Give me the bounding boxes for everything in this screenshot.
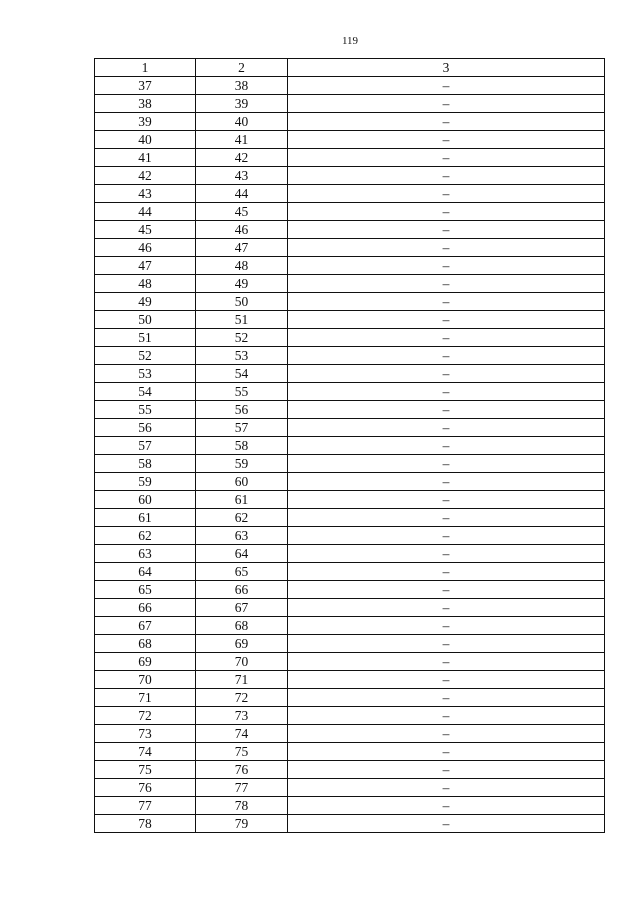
table-cell-col-1: 54 <box>95 383 196 401</box>
table-cell-col-2: 56 <box>196 401 288 419</box>
table-body <box>95 77 605 833</box>
table-cell-col-3: – <box>288 293 605 311</box>
table-row <box>95 509 605 527</box>
table-cell-col-2: 64 <box>196 545 288 563</box>
table-cell-col-1: 63 <box>95 545 196 563</box>
table-cell-col-1: 74 <box>95 743 196 761</box>
table-cell-col-1: 53 <box>95 365 196 383</box>
table-row <box>95 671 605 689</box>
table-cell-col-2: 49 <box>196 275 288 293</box>
table-cell-col-1: 64 <box>95 563 196 581</box>
table-row <box>95 599 605 617</box>
table-row <box>95 635 605 653</box>
table-cell-col-2: 71 <box>196 671 288 689</box>
table-cell-col-2: 69 <box>196 635 288 653</box>
page-number: 119 <box>341 35 359 47</box>
table-row <box>95 617 605 635</box>
table-row <box>95 77 605 95</box>
table-row <box>95 563 605 581</box>
table-cell-col-1: 46 <box>95 239 196 257</box>
table-cell-col-3: – <box>288 221 605 239</box>
table-cell-col-1: 48 <box>95 275 196 293</box>
table-cell-col-1: 60 <box>95 491 196 509</box>
data-table <box>94 58 605 833</box>
table-cell-col-3: – <box>288 671 605 689</box>
table-row <box>95 707 605 725</box>
table-row <box>95 473 605 491</box>
table-cell-col-2: 54 <box>196 365 288 383</box>
table-cell-col-1: 39 <box>95 113 196 131</box>
table-cell-col-2: 61 <box>196 491 288 509</box>
table-cell-col-3: – <box>288 491 605 509</box>
table-cell-col-1: 71 <box>95 689 196 707</box>
table-cell-col-2: 63 <box>196 527 288 545</box>
table-row <box>95 203 605 221</box>
table-row <box>95 779 605 797</box>
table-cell-col-3: – <box>288 149 605 167</box>
table-cell-col-2: 38 <box>196 77 288 95</box>
table-cell-col-1: 50 <box>95 311 196 329</box>
table-row <box>95 689 605 707</box>
table-cell-col-3: – <box>288 653 605 671</box>
table-cell-col-2: 43 <box>196 167 288 185</box>
table-cell-col-2: 60 <box>196 473 288 491</box>
table-cell-col-1: 61 <box>95 509 196 527</box>
table-cell-col-2: 75 <box>196 743 288 761</box>
table-cell-col-2: 76 <box>196 761 288 779</box>
table-cell-col-2: 77 <box>196 779 288 797</box>
table-row <box>95 239 605 257</box>
table-row <box>95 329 605 347</box>
table-cell-col-3: – <box>288 473 605 491</box>
table-cell-col-2: 58 <box>196 437 288 455</box>
table-cell-col-1: 59 <box>95 473 196 491</box>
table-cell-col-3: – <box>288 131 605 149</box>
table-cell-col-3: – <box>288 563 605 581</box>
table-cell-col-1: 75 <box>95 761 196 779</box>
table-row <box>95 527 605 545</box>
table-cell-col-3: – <box>288 581 605 599</box>
table-cell-col-3: – <box>288 239 605 257</box>
table-cell-col-2: 73 <box>196 707 288 725</box>
table-cell-col-1: 66 <box>95 599 196 617</box>
table-cell-col-3: – <box>288 599 605 617</box>
table-row <box>95 797 605 815</box>
table-cell-col-3: – <box>288 437 605 455</box>
table-cell-col-3: – <box>288 167 605 185</box>
table-row <box>95 815 605 833</box>
table-row <box>95 167 605 185</box>
table-cell-col-3: – <box>288 761 605 779</box>
table-cell-col-1: 44 <box>95 203 196 221</box>
table-cell-col-1: 45 <box>95 221 196 239</box>
table-cell-col-3: – <box>288 455 605 473</box>
table-cell-col-2: 40 <box>196 113 288 131</box>
table-cell-col-2: 65 <box>196 563 288 581</box>
table-cell-col-3: – <box>288 779 605 797</box>
table-row <box>95 401 605 419</box>
table-cell-col-1: 67 <box>95 617 196 635</box>
table-row <box>95 113 605 131</box>
table-cell-col-3: – <box>288 185 605 203</box>
table-cell-col-3: – <box>288 311 605 329</box>
table-row <box>95 311 605 329</box>
table-cell-col-2: 62 <box>196 509 288 527</box>
table-cell-col-3: – <box>288 725 605 743</box>
table-cell-col-3: – <box>288 275 605 293</box>
table-cell-col-3: – <box>288 635 605 653</box>
table-cell-col-3: – <box>288 347 605 365</box>
table-cell-col-1: 70 <box>95 671 196 689</box>
table-cell-col-1: 65 <box>95 581 196 599</box>
table-cell-col-1: 57 <box>95 437 196 455</box>
table-cell-col-2: 66 <box>196 581 288 599</box>
table-cell-col-3: – <box>288 689 605 707</box>
table-cell-col-2: 59 <box>196 455 288 473</box>
table-cell-col-2: 68 <box>196 617 288 635</box>
table-cell-col-3: – <box>288 707 605 725</box>
table-cell-col-1: 77 <box>95 797 196 815</box>
table-row <box>95 653 605 671</box>
table-cell-col-1: 42 <box>95 167 196 185</box>
table-row <box>95 149 605 167</box>
table-row <box>95 743 605 761</box>
table-row <box>95 347 605 365</box>
table-row <box>95 491 605 509</box>
table-cell-col-1: 52 <box>95 347 196 365</box>
table-row <box>95 581 605 599</box>
header-row <box>95 59 605 77</box>
table-cell-col-2: 41 <box>196 131 288 149</box>
table-row <box>95 725 605 743</box>
table-cell-col-3: – <box>288 617 605 635</box>
table-cell-col-3: – <box>288 113 605 131</box>
table-row <box>95 761 605 779</box>
table-cell-col-3: – <box>288 509 605 527</box>
table-cell-col-2: 47 <box>196 239 288 257</box>
table-cell-col-2: 42 <box>196 149 288 167</box>
table-row <box>95 95 605 113</box>
table-row <box>95 383 605 401</box>
table-cell-col-1: 55 <box>95 401 196 419</box>
column-header-1: 1 <box>95 59 196 77</box>
table-cell-col-3: – <box>288 95 605 113</box>
table-cell-col-3: – <box>288 527 605 545</box>
table-cell-col-3: – <box>288 329 605 347</box>
table-cell-col-1: 73 <box>95 725 196 743</box>
table-cell-col-2: 55 <box>196 383 288 401</box>
table-cell-col-3: – <box>288 77 605 95</box>
table-cell-col-2: 70 <box>196 653 288 671</box>
table-cell-col-2: 51 <box>196 311 288 329</box>
table-cell-col-1: 40 <box>95 131 196 149</box>
table-cell-col-3: – <box>288 203 605 221</box>
table-cell-col-2: 48 <box>196 257 288 275</box>
table-row <box>95 545 605 563</box>
table-cell-col-1: 47 <box>95 257 196 275</box>
column-header-2: 2 <box>196 59 288 77</box>
table-cell-col-2: 67 <box>196 599 288 617</box>
table-cell-col-2: 72 <box>196 689 288 707</box>
column-header-3: 3 <box>288 59 605 77</box>
table-cell-col-2: 79 <box>196 815 288 833</box>
table-cell-col-3: – <box>288 815 605 833</box>
table-cell-col-2: 46 <box>196 221 288 239</box>
table-row <box>95 257 605 275</box>
table-row <box>95 293 605 311</box>
table-cell-col-1: 69 <box>95 653 196 671</box>
table-cell-col-3: – <box>288 257 605 275</box>
table-cell-col-1: 49 <box>95 293 196 311</box>
table-header <box>95 59 605 77</box>
table-cell-col-1: 43 <box>95 185 196 203</box>
table-cell-col-2: 74 <box>196 725 288 743</box>
table-cell-col-1: 62 <box>95 527 196 545</box>
table-cell-col-3: – <box>288 383 605 401</box>
table-cell-col-1: 72 <box>95 707 196 725</box>
table-cell-col-1: 41 <box>95 149 196 167</box>
table-row <box>95 437 605 455</box>
table-cell-col-3: – <box>288 743 605 761</box>
table-cell-col-3: – <box>288 797 605 815</box>
table-row <box>95 455 605 473</box>
table-cell-col-2: 44 <box>196 185 288 203</box>
table-row <box>95 185 605 203</box>
table-row <box>95 131 605 149</box>
table-cell-col-2: 78 <box>196 797 288 815</box>
table-row <box>95 275 605 293</box>
table-cell-col-1: 51 <box>95 329 196 347</box>
table-cell-col-1: 56 <box>95 419 196 437</box>
table-cell-col-3: – <box>288 545 605 563</box>
table-cell-col-1: 78 <box>95 815 196 833</box>
table-cell-col-1: 58 <box>95 455 196 473</box>
table-row <box>95 419 605 437</box>
table-cell-col-3: – <box>288 401 605 419</box>
table-cell-col-1: 76 <box>95 779 196 797</box>
table-cell-col-2: 50 <box>196 293 288 311</box>
table-cell-col-2: 57 <box>196 419 288 437</box>
table-cell-col-1: 38 <box>95 95 196 113</box>
table-row <box>95 221 605 239</box>
table-row <box>95 365 605 383</box>
table-cell-col-2: 45 <box>196 203 288 221</box>
table-cell-col-3: – <box>288 419 605 437</box>
table-cell-col-1: 37 <box>95 77 196 95</box>
table-cell-col-2: 53 <box>196 347 288 365</box>
table-cell-col-1: 68 <box>95 635 196 653</box>
table-cell-col-2: 39 <box>196 95 288 113</box>
table-cell-col-3: – <box>288 365 605 383</box>
table-cell-col-2: 52 <box>196 329 288 347</box>
